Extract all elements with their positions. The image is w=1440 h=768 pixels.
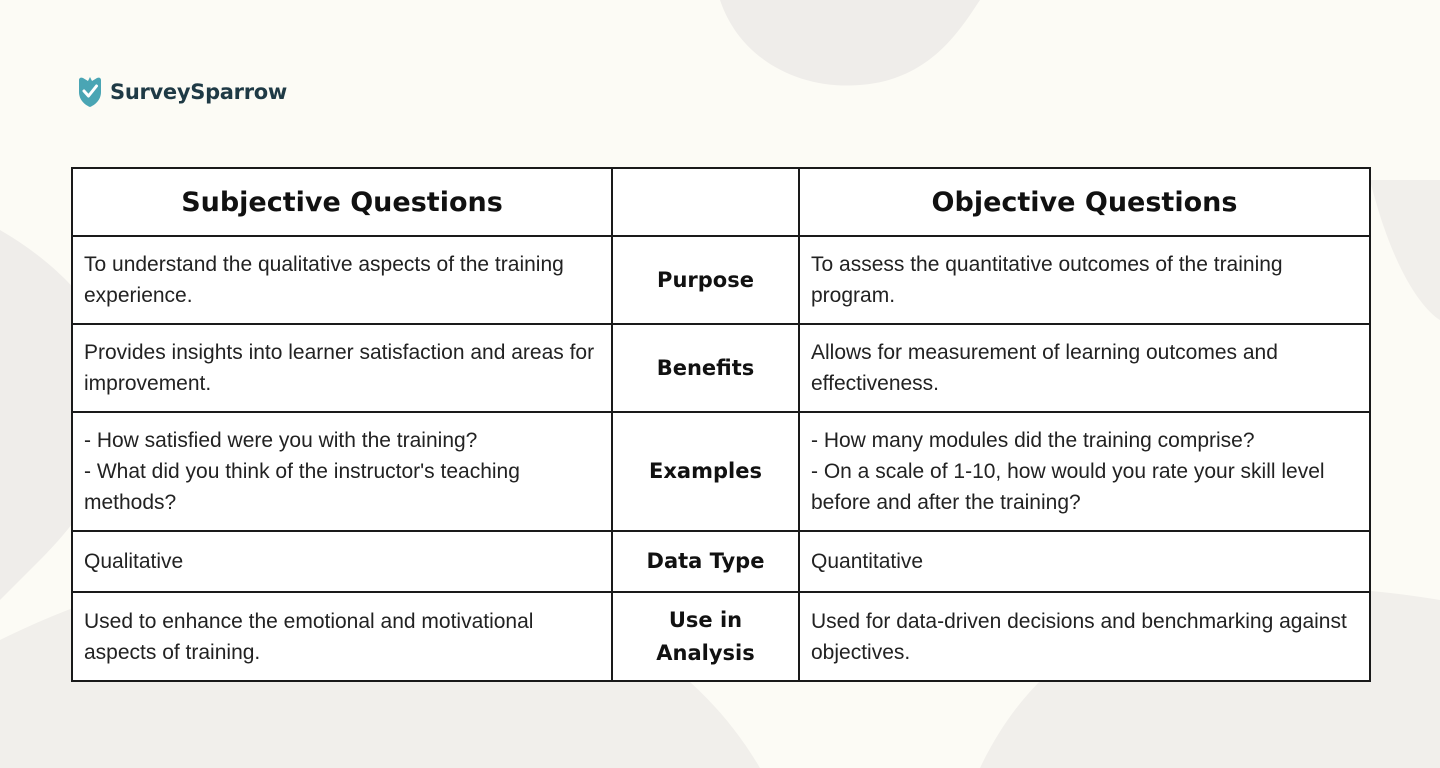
subjective-cell: To understand the qualitative aspects of the training experience. — [72, 236, 612, 324]
example-item: - How satisfied were you with the training? — [84, 429, 478, 452]
table-row — [72, 412, 1370, 531]
subjective-cell: Qualitative — [72, 531, 612, 592]
objective-cell: To assess the quantitative outcomes of the training program. — [799, 236, 1370, 324]
subjective-cell: Provides insights into learner satisfaction and areas for improvement. — [72, 324, 612, 412]
example-item: - What did you think of the instructor's teaching methods? — [84, 460, 520, 514]
objective-cell: Quantitative — [799, 531, 1370, 592]
example-item: - On a scale of 1-10, how would you rate your skill level before and after the training? — [811, 460, 1325, 514]
table-row — [72, 531, 1370, 592]
header-subjective: Subjective Questions — [72, 168, 612, 236]
sparrow-check-icon — [76, 76, 104, 108]
objective-cell — [799, 412, 1370, 531]
header-middle — [612, 168, 799, 236]
objective-cell: Used for data-driven decisions and benchmarking against objectives. — [799, 592, 1370, 681]
row-label: Purpose — [612, 236, 799, 324]
table-row — [72, 592, 1370, 681]
objective-cell: Allows for measurement of learning outcomes and effectiveness. — [799, 324, 1370, 412]
example-item: - How many modules did the training comprise? — [811, 429, 1255, 452]
row-label: Use in Analysis — [612, 592, 799, 681]
row-label: Data Type — [612, 531, 799, 592]
row-label: Benefits — [612, 324, 799, 412]
subjective-cell: Used to enhance the emotional and motivational aspects of training. — [72, 592, 612, 681]
subjective-cell — [72, 412, 612, 531]
table-row — [72, 236, 1370, 324]
table-row — [72, 324, 1370, 412]
header-row — [72, 168, 1370, 236]
brand-logo — [76, 76, 287, 108]
comparison-table — [71, 167, 1371, 682]
row-label: Examples — [612, 412, 799, 531]
brand-name: SurveySparrow — [110, 80, 288, 104]
header-objective: Objective Questions — [799, 168, 1370, 236]
